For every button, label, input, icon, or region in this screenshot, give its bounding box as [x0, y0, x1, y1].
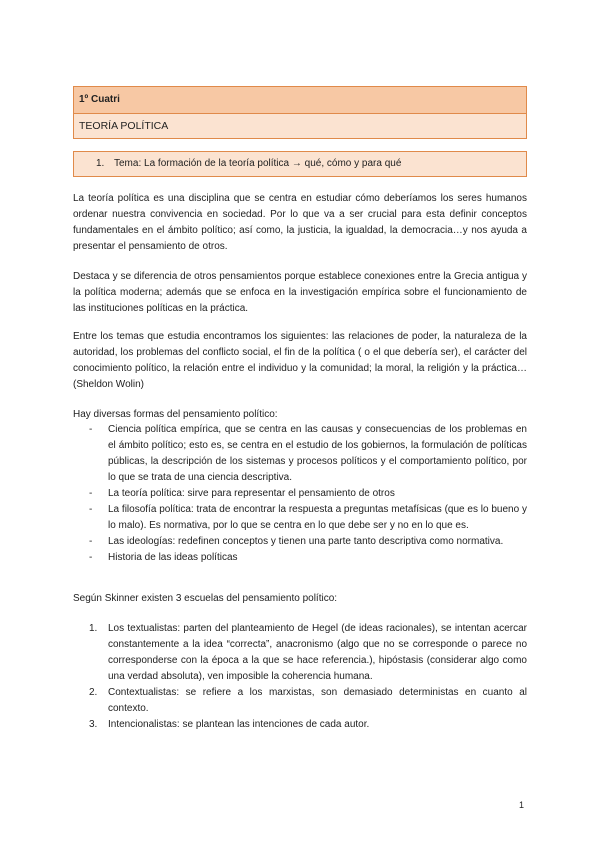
- paragraph-topics: Entre los temas que estudia encontramos los siguientes: las relaciones de poder, la naturaleza de la autoridad, los problemas del conflicto social, el fin de la política ( o el que debería ser), el carácter del conocimiento político, la relación entre el individuo y la comunidad; la moral, la religión y la práctica… (Sheldon Wolin): [73, 331, 527, 390]
- list-item-text: Intencionalistas: se plantean las intenciones de cada autor.: [108, 719, 370, 730]
- schools-list: [73, 621, 527, 733]
- list-item-text: Historia de las ideas políticas: [108, 552, 238, 563]
- paragraph-definition: La teoría política es una disciplina que se centra en estudiar cómo deberíamos los seres humanos ordenar nuestra convivencia en sociedad. Por lo que va a ser crucial para esta definir conceptos fundamentales en el ámbito político; así como, la justicia, la igualdad, la democracia…y nos ayuda a presentar el pensamiento de otros.: [73, 193, 527, 252]
- list-item: [73, 486, 527, 502]
- list-number: 1.: [89, 623, 98, 634]
- list-item-text: Ciencia política empírica, que se centra en las causas y consecuencias de los problemas en el ámbito político; esto es, se centra en el estudio de los gobiernos, la formulación de políticas públicas, la descripción de los sistemas y procesos políticos y el comportamiento político, por lo que se trata de una ciencia descriptiva.: [108, 424, 527, 483]
- list-item: [73, 550, 527, 566]
- list-number: 2.: [89, 687, 98, 698]
- list-item-text: La teoría política: sirve para representar el pensamiento de otros: [108, 488, 395, 499]
- list-item-text: Contextualistas: se refiere a los marxistas, son demasiado deterministas en cuanto al contexto.: [108, 687, 527, 714]
- dash-marker: -: [89, 504, 93, 515]
- dash-marker: -: [89, 552, 93, 563]
- paragraph-skinner-intro: Según Skinner existen 3 escuelas del pensamiento político:: [73, 593, 338, 604]
- subject-title: TEORÍA POLÍTICA: [79, 120, 169, 132]
- list-item: [73, 502, 527, 534]
- topic-title: Tema: La formación de la teoría política → qué, cómo y para qué: [114, 158, 402, 169]
- dash-marker: -: [89, 424, 93, 435]
- course-header: [73, 86, 527, 139]
- list-item: [73, 621, 527, 685]
- list-item-text: Las ideologías: redefinen conceptos y tienen una parte tanto descriptiva como normativa.: [108, 536, 504, 547]
- dash-marker: -: [89, 536, 93, 547]
- topic-heading: [73, 151, 527, 177]
- list-number: 3.: [89, 719, 98, 730]
- list-item: [73, 717, 527, 733]
- list-item: [73, 534, 527, 550]
- page-number: 1: [519, 800, 525, 810]
- topic-number: 1.: [96, 158, 105, 169]
- list-item: [73, 422, 527, 486]
- paragraph-forms-intro: Hay diversas formas del pensamiento político:: [73, 409, 278, 420]
- forms-list: [73, 422, 527, 566]
- list-item-text: La filosofía política: trata de encontrar la respuesta a preguntas metafísicas (que es lo bueno y lo malo). Es normativa, por lo que se centra en lo que debe ser y no en lo que es.: [108, 504, 527, 531]
- list-item-text: Los textualistas: parten del planteamiento de Hegel (de ideas racionales), se intentan acercar constantemente a la idea “correcta”, anacronismo (algo que no se corresponde o parece no corresponderse con la época a la que se hace referencia.), hipóstasis (considerar algo como una verdad absoluta), ven imposible la coherencia humana.: [108, 623, 527, 682]
- dash-marker: -: [89, 488, 93, 499]
- list-item: [73, 685, 527, 717]
- semester-label: 1º Cuatri: [74, 87, 526, 114]
- paragraph-difference: Destaca y se diferencia de otros pensamientos porque establece conexiones entre la Grecia antigua y la política moderna; además que se enfoca en la investigación empírica sobre el funcionamiento de las instituciones políticas en la práctica.: [73, 271, 527, 314]
